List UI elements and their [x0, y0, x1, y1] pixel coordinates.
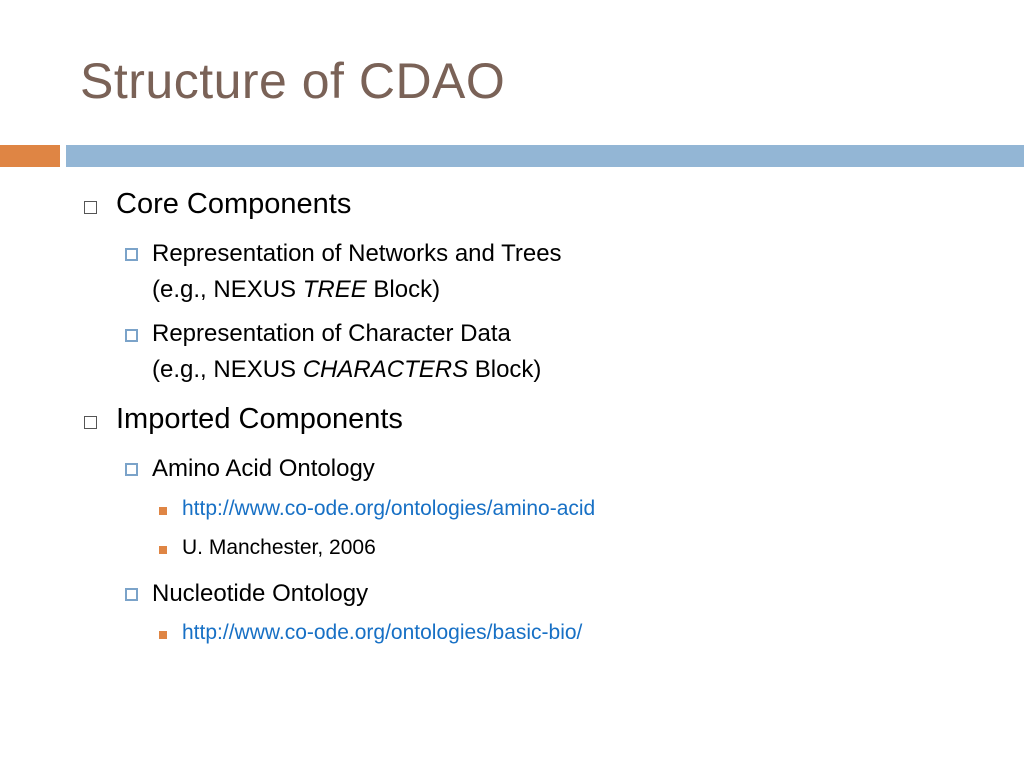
hollow-square-bullet-icon [84, 201, 97, 214]
item-amino-acid-ontology: Amino Acid Ontology [152, 455, 375, 482]
slide-title: Structure of CDAO [80, 53, 506, 109]
filled-square-bullet-icon [159, 507, 167, 515]
item-networks-trees-line1: Representation of Networks and Trees [152, 240, 562, 267]
item-character-data-line1: Representation of Character Data [152, 320, 511, 347]
heading-imported-components: Imported Components [116, 403, 403, 435]
item-nucleotide-ontology: Nucleotide Ontology [152, 580, 369, 607]
amino-acid-source: U. Manchester, 2006 [182, 536, 376, 559]
item-networks-trees [152, 236, 562, 308]
filled-square-bullet-icon [159, 546, 167, 554]
heading-core-components: Core Components [116, 188, 352, 220]
tree-block-name: TREE [302, 276, 367, 303]
amino-acid-link[interactable]: http://www.co-ode.org/ontologies/amino-acid [182, 497, 596, 520]
filled-square-bullet-icon [159, 631, 167, 639]
item-character-data-line2: (e.g., NEXUS CHARACTERS Block) [152, 356, 542, 383]
item-character-data [152, 316, 541, 388]
square-bullet-icon [125, 329, 138, 342]
square-bullet-icon [125, 463, 138, 476]
nucleotide-link[interactable]: http://www.co-ode.org/ontologies/basic-bio/ [182, 621, 583, 644]
hollow-square-bullet-icon [84, 416, 97, 429]
square-bullet-icon [125, 248, 138, 261]
characters-block-name: CHARACTERS [302, 356, 469, 383]
square-bullet-icon [125, 588, 138, 601]
item-networks-trees-line2: (e.g., NEXUS TREE Block) [152, 276, 441, 303]
